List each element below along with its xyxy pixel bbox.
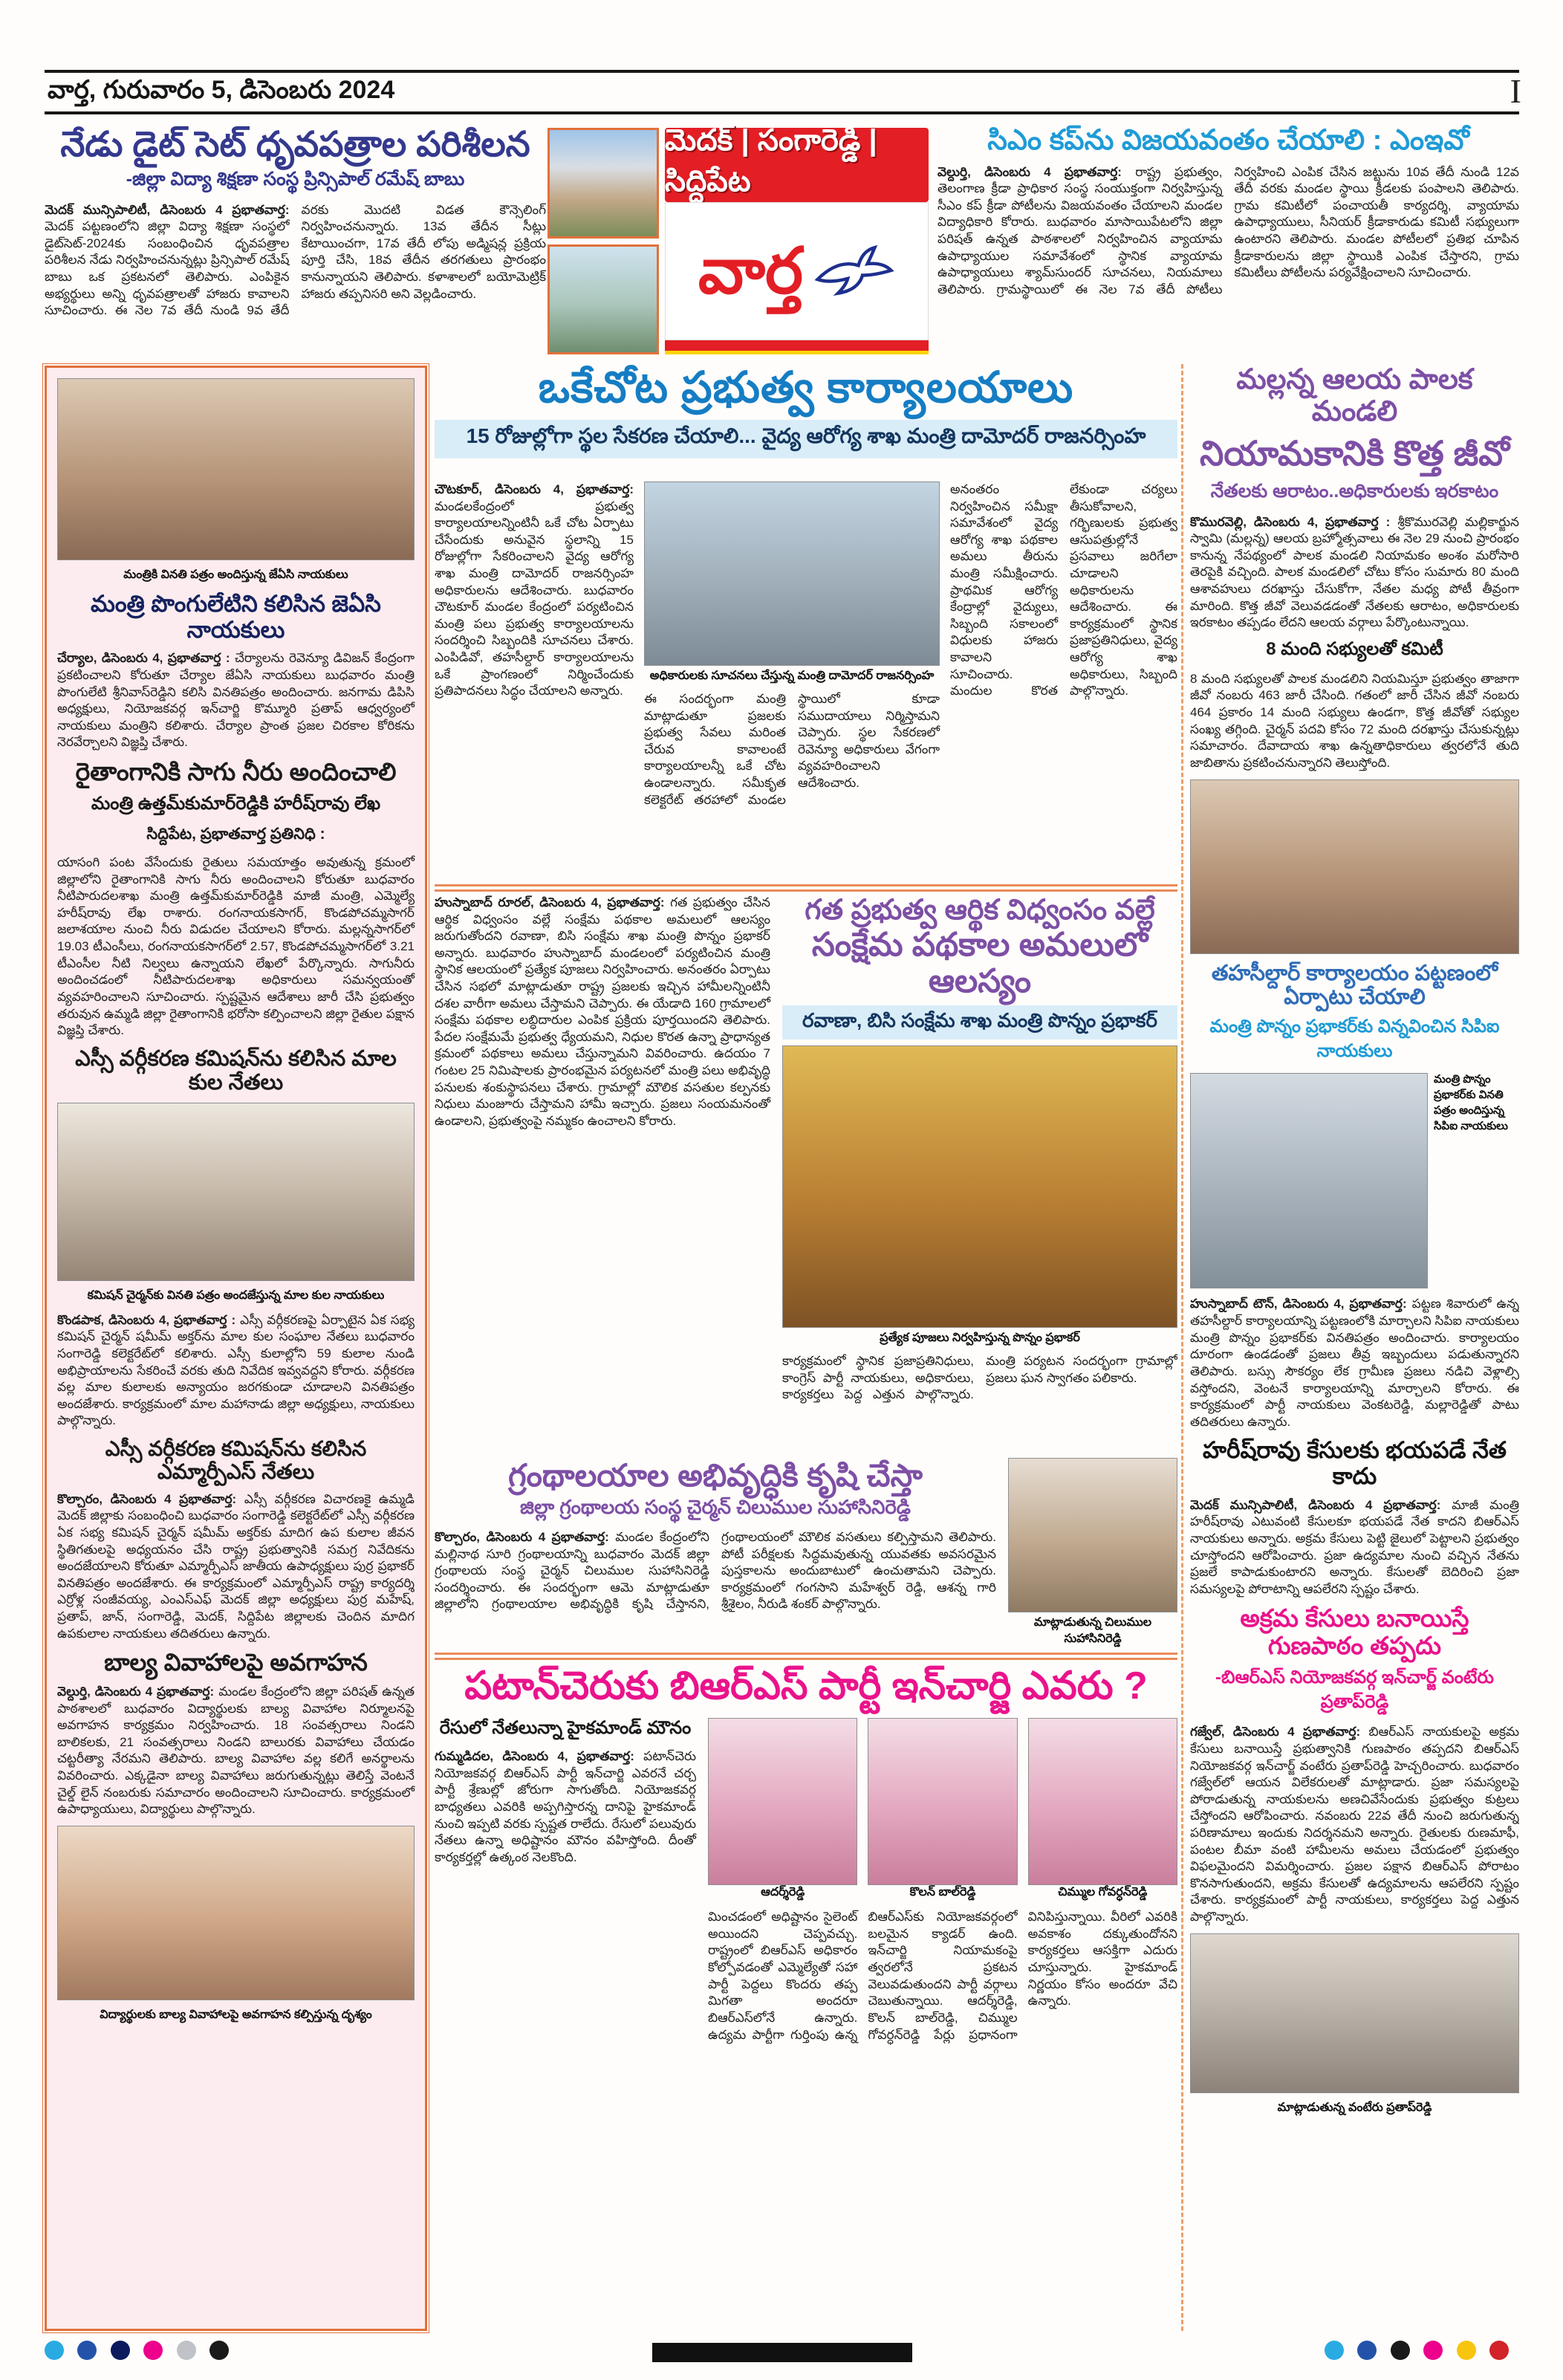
- article-mallanna-subhead: నేతలకు ఆరాటం..అధికారులకు ఇరకాటం: [1210, 480, 1499, 502]
- article-cases-headline: అక్రమ కేసులు బనాయిస్తే గుణపాఠం తప్పదు: [1240, 1604, 1469, 1660]
- dove-icon: [813, 241, 895, 301]
- article-water-subhead2: సిద్దిపేట, ప్రభాతవార్త ప్రతినిధి :: [146, 826, 325, 843]
- article-tahsildar-dateline: హుస్నాబాద్ టౌన్, డిసెంబరు 4, ప్రభాతవార్త:: [1190, 1297, 1407, 1311]
- page-number: I: [1510, 72, 1521, 110]
- color-dot-gray: [177, 2341, 196, 2360]
- article-mallanna-headline-1: మల్లన్న ఆలయ పాలక మండలి: [1236, 364, 1473, 427]
- patancheru-candidate-3: [1028, 1718, 1177, 1901]
- article-welfare-dateline: హుస్నాబాద్ రూరల్, డిసెంబరు 4, ప్రభాతవార్త:: [435, 895, 665, 909]
- article-cases-dateline: గజ్వేల్, డిసెంబరు 4 ప్రభాతవార్త:: [1190, 1725, 1361, 1739]
- article-mrps-headline: ఎస్సీ వర్గీకరణ కమిషన్‌ను కలిసిన ఎమ్మార్పీఎస్ నేతలు: [105, 1436, 367, 1484]
- patancheru-candidate-1: [708, 1718, 857, 1901]
- footer-black-bar: [652, 2343, 912, 2362]
- caption-child: విద్యార్థులకు బాల్య వివాహాలపై అవగాహన కల్పిస్తున్న దృశ్యం: [100, 2008, 372, 2021]
- photo-minister-officials: [644, 481, 940, 666]
- tahsildar-photo-row: [1190, 1073, 1519, 1288]
- article-cmcup-headline: సిఎం కప్‌ను విజయవంతం చేయాలి : ఎంఇవో: [987, 125, 1469, 156]
- article-child-body-text: మండల కేంద్రంలోని జిల్లా పరిషత్ ఉన్నత పాఠశాలలో బుధవారం విద్యార్థులకు బాల్య వివాహాల నిర్మూలనపై అవగాహన కార్యక్రమం నిర్వహించారు. 18 సంవత్సరాలు నిండని బాలికలకు, 21 సంవత్సరాలు నిండని బాలురకు వివాహాలు చేయడం చట్టరీత్యా నేరమని తెలిపారు. బాల్య వివాహాల వల్ల కలిగే అనర్థాలను వివరించారు. ఎక్కడైనా బాల్య వివాహాలు జరుగుతున్నట్లు తెలిస్తే వెంటనే చైల్డ్ లైన్ నంబరుకు సమాచారం అందించాలని సూచించారు. కార్యక్రమంలో ఉపాధ్యాయులు, విద్యార్థులు పాల్గొన్నారు.: [57, 1684, 415, 1817]
- article-onespot-col1: [435, 481, 634, 881]
- masthead-yellow-bar: [665, 351, 929, 354]
- article-library: [435, 1458, 1177, 1648]
- article-patancheru-headline: పటాన్‌చెరుకు బిఆర్ఎస్ పార్టీ ఇన్‌చార్జి ఎవరు ?: [464, 1664, 1148, 1708]
- article-welfare-body-left: గత ప్రభుత్వం చేసిన ఆర్థిక విధ్వంసం వల్లే సంక్షేమ పథకాల అమలులో ఆలస్యం జరుగుతోందని రవాణా, బిసి సంక్షేమ శాఖ మంత్రి పొన్నం ప్రభాకర్ అన్నారు. బుధవారం హుస్నాబాద్ మండలంలో పర్యటించిన మంత్రి స్థానిక ఆలయంలో ప్రత్యేక పూజలు నిర్వహించారు. అనంతరం ఏర్పాటు చేసిన సభలో మాట్లాడుతూ రాష్ట్ర ప్రజలకు ఇచ్చిన హామీలన్నింటినీ దశల వారీగా అమలు చేస్తామని చెప్పారు. ఈ యేడాది 160 గ్రామాలలో సంక్షేమ పథకాల లబ్ధిదారుల ఎంపిక ప్రక్రియ పూర్తయిందని తెలిపారు. పేదల సంక్షేమమే ప్రభుత్వ ధ్యేయమని, నిధుల కొరత ఉన్నా ప్రాధాన్యత క్రమంలో పథకాలు అమలు చేస్తున్నామని వివరించారు. ఉదయం 7 గంటల 25 నిమిషాలకు ప్రారంభమైన పర్యటనలో మంత్రి పలు అభివృద్ధి పనులకు శంకుస్థాపనలు చేశారు. గ్రామాల్లో మౌలిక వసతుల కల్పనకు నిధులు మంజూరు చేస్తామని హామీ ఇచ్చారు. ప్రజలు సంయమనంతో ఉండాలని, ప్రభుత్వంపై నమ్మకం ఉంచాలని కోరారు.: [435, 895, 770, 1128]
- right-column: [1190, 364, 1519, 2331]
- article-diet-headline: నేడు డైట్ సెట్ ధృవపత్రాల పరిశీలన: [60, 125, 530, 163]
- article-patancheru-left: [435, 1718, 696, 2320]
- photo-cpi-leaders: [1190, 1073, 1428, 1288]
- article-water-body: యాసంగి పంట వేసేందుకు రైతులు సమయాత్తం అవుతున్న క్రమంలో జిల్లాలోని రైతాంగానికి సాగు నీరు అందించాలని కోరుతూ బుధవారం నీటిపారుదలశాఖ మంత్రి ఉత్తమ్‌కుమార్‌రెడ్డికి మాజీ మంత్రి, ఎమ్మెల్యే హరీష్‌రావు లేఖ రాశారు. రంగనాయకసాగర్, కొండపోచమ్మసాగర్ జలాశయాల నుంచి నీరు విడుదల చేయాలని కోరారు. మల్లన్నసాగర్‌లో 19.03 టీఎంసీలు, రంగనాయకసాగర్‌లో 2.57, కొండపోచమ్మసాగర్‌లో 3.21 టీఎంసీల నీటి నిల్వలు ఉన్నాయని లేఖలో పేర్కొన్నారు. సాగునీరు అందించడంలో నీటిపారుదలశాఖ అధికారులు సమన్వయంతో వ్యవహరించాలని సూచించారు. స్పష్టమైన ఆదేశాలు జారీ చేసి ప్రభుత్వం తరువున ఉమ్మడి జిల్లా రైతాంగానికి భరోసా కల్పించాలని జిల్లా రైతుల పక్షాన విజ్ఞప్తి చేశారు.: [57, 855, 415, 1038]
- article-mrps-body-text: ఎస్సీ వర్గీకరణ విచారణకై ఉమ్మడి మెదక్ జిల్లాకు సంబంధించి బుధవారం సంగారెడ్డి కలెక్టరేట్‌లో ఎస్సీ వర్గీకరణ ఏక సభ్య కమిషన్ చైర్మన్ షమీమ్ అక్తర్‌కు మాదిగ ఉప కులాల జీవన స్థితిగతులపై అధ్యయనం చేసి రాష్ట్ర ప్రభుత్వానికి సమగ్ర నివేదికను అందజేయాలని కోరుతూ ఎమ్మార్పీఎస్ జాతీయ ఉపాధ్యక్షులు పుర్ర ప్రభాకర్ వినతిపత్రం అందజేశారు. ఈ కార్యక్రమంలో ఎమ్మార్పీఎస్ రాష్ట్ర కార్యదర్శి ఎర్రోళ్ల సంజీవయ్య, ఎంఎస్ఎఫ్ మెదక్ జిల్లా అధ్యక్షులు పుర్ర మహేష్, ప్రతాప్, జాన్, సంగారెడ్డి, మెదక్, సిద్దిపేట జిల్లాలకు చెందిన మాదిగ ఉపకులాల నాయకులు తదితరులు ఉన్నారు.: [57, 1491, 415, 1641]
- article-child-dateline: వెల్దుర్తి, డిసెంబరు 4 ప్రభాతవార్త:: [57, 1684, 215, 1699]
- article-patancheru-body-left: [435, 1748, 696, 1866]
- article-welfare-right: [782, 895, 1177, 1453]
- patancheru-candidate-2: [868, 1718, 1017, 1901]
- caption-onespot: అధికారులకు సూచనలు చేస్తున్న మంత్రి దామోదర్ రాజనర్సింహ: [649, 669, 935, 682]
- caption-mala: కమిషన్ చైర్మన్‌కు వినతి పత్రం అందజేస్తున్న మాల కుల నాయకులు: [87, 1288, 385, 1302]
- article-library-main: [435, 1458, 996, 1648]
- article-jac-body-text: చేర్యాలను రెవెన్యూ డివిజన్ కేంద్రంగా ప్రకటించాలని కోరుతూ చేర్యాల జేఏసి నాయకులు బుధవారం మంత్రి పొంగులేటి శ్రీనివాస్‌రెడ్డిని కలిసి వినతిపత్రం అందించారు. జనగామ డిపిసి అధ్యక్షులు, నియోజకవర్గ ఇన్‌చార్జి కొమ్మూరి ప్రతాప్ ఆధ్వర్యంలో నాయకులు మంత్రిని కలిశారు. చేర్యాల ప్రాంత ప్రజల చిరకాల కోరికను నెరవేర్చాలని విజ్ఞప్తి చేశారు.: [57, 651, 415, 750]
- article-cmcup-body: [938, 164, 1519, 299]
- color-dot-navy: [111, 2341, 130, 2360]
- article-onespot-headline: ఒకేచోట ప్రభుత్వ కార్యాలయాలు: [538, 363, 1074, 412]
- article-onespot-photo-col: [644, 481, 940, 881]
- article-patancheru-dateline: గుమ్మడిదల, డిసెంబరు 4, ప్రభాతవార్త:: [435, 1749, 634, 1764]
- article-onespot-body1: మండలకేంద్రంలో ప్రభుత్వ కార్యాలయాలన్నింటినీ ఒకే చోట ఏర్పాటు చేసేందుకు అనువైన స్థలాన్ని 15 రోజుల్లోగా సేకరించాలని వైద్య ఆరోగ్య శాఖ మంత్రి దామోదర్ రాజనర్సింహ అధికారులను ఆదేశించారు. బుధవారం చౌటకూర్ మండల కేంద్రంలో పర్యటించిన మంత్రి పలు ప్రభుత్వ కార్యాలయాలను సందర్శించి సిబ్బందికి సూచనలు చేశారు. ఎంపిడివో, తహసీల్దార్ కార్యాలయాలను ఒకే ప్రాంగణంలో నిర్మించేందుకు ప్రతిపాదనలు సిద్ధం చేయాలని అన్నారు.: [435, 499, 634, 698]
- photo-candidate-1: [708, 1718, 857, 1885]
- article-welfare-headline-1: గత ప్రభుత్వ ఆర్థిక విధ్వంసం వల్లే: [805, 895, 1155, 926]
- caption-welfare: ప్రత్యేక పూజలు నిర్వహిస్తున్న పొన్నం ప్రభాకర్: [880, 1332, 1080, 1345]
- article-diet-subhead: -జిల్లా విద్యా శిక్షణా సంస్థ ప్రిన్సిపాల్ రమేష్ బాబు: [126, 168, 465, 189]
- article-cmcup: [938, 125, 1519, 357]
- article-jac-headline: మంత్రి పొంగులేటిని కలిసిన జెఏసి నాయకులు: [91, 591, 381, 643]
- article-library-body-text: మండల కేంద్రంలోని మల్లినాథ సూరి గ్రంథాలయాన్ని బుధవారం మెదక్ జిల్లా గ్రంథాలయ సంస్థ చైర్మన్ చిలుముల సుహాసినిరెడ్డి సందర్శించారు. ఈ సందర్భంగా ఆమె మాట్లాడుతూ జిల్లాలోని గ్రంథాలయాల అభివృద్ధికి కృషి చేస్తానని, గ్రంథాలయంలో మౌలిక వసతులు కల్పిస్తామని తెలిపారు. పోటీ పరీక్షలకు సిద్ధమవుతున్న యువతకు అవసరమైన పుస్తకాలను అందుబాటులో ఉంచుతామని చెప్పారు. కార్యక్రమంలో గంగసాని మహేశ్వర్ రెడ్డి, ఆశన్న గారి శ్రీశైలం, నీరుడి శంకర్ పాల్గొన్నారు.: [435, 1530, 996, 1612]
- footer-strip: [45, 2341, 1519, 2364]
- divider-orange-1: [435, 884, 1177, 892]
- article-welfare-body-right: కార్యక్రమంలో స్థానిక ప్రజాప్రతినిధులు, కాంగ్రెస్ పార్టీ నాయకులు, అధికారులు, కార్యకర్తలు పెద్ద ఎత్తున పాల్గొన్నారు. మంత్రి పర్యటన సందర్భంగా గ్రామాల్లో ప్రజలు ఘన స్వాగతం పలికారు.: [782, 1354, 1177, 1402]
- footer-dots-right: [1325, 2341, 1519, 2364]
- article-onespot-subbar: 15 రోజుల్లోగా స్థల సేకరణ చేయాలి... వైద్య ఆరోగ్య శాఖ మంత్రి దామోదర్ రాజనర్సింహ: [435, 420, 1177, 458]
- article-harish-dateline: మెదక్ మున్సిపాలిటీ, డిసెంబరు 4 ప్రభాతవార్త:: [1190, 1497, 1441, 1512]
- article-mallanna-body1: [1190, 514, 1519, 632]
- article-diet-body-text: మెదక్ పట్టణంలోని జిల్లా విద్యా శిక్షణా సంస్థలో డైట్‌సెట్-2024కు సంబంధించిన ధృవపత్రాల పరిశీలన నేడు నిర్వహించనున్నట్లు ప్రిన్సిపాల్ రమేష్ బాబు ఒక ప్రకటనలో తెలిపారు. ఎంపికైన అభ్యర్థులు అన్ని ధృవపత్రాలతో హాజరు కావాలని సూచించారు. ఈ నెల 7వ తేదీ నుండి 9వ తేదీ వరకు మొదటి విడత కౌన్సెలింగ్ నిర్వహించనున్నారు. 13వ తేదీన సీట్లు కేటాయించగా, 17వ తేదీ లోపు అడ్మిషన్ల ప్రక్రియ పూర్తి చేసి, 18వ తేదీన తరగతులు ప్రారంభం కానున్నాయని తెలిపారు. కళాశాలలో బయోమెట్రిక్ హాజరు తప్పనిసరి అని వెల్లడించారు.: [45, 202, 546, 318]
- article-cases-body-text: బిఆర్ఎస్ నాయకులపై అక్రమ కేసులు బనాయిస్తే ప్రభుత్వానికి గుణపాఠం తప్పదని బిఆర్ఎస్ నియోజకవర్గ ఇన్‌చార్జ్ వంటేరు ప్రతాప్‌రెడ్డి హెచ్చరించారు. బుధవారం గజ్వేల్‌లో ఆయన విలేకరులతో మాట్లాడారు. ప్రజా సమస్యలపై పోరాడుతున్న నాయకులను అణచివేసేందుకు ప్రభుత్వం కుట్రలు చేస్తోందని ఆరోపించారు. నవంబరు 22వ తేదీ నుంచి జరుగుతున్న పరిణామాలు ఇందుకు నిదర్శనమని అన్నారు. రైతులకు రుణమాఫీ, పంటల బీమా వంటి హామీలను అమలు చేయడంలో ప్రభుత్వం విఫలమైందని విమర్శించారు. ప్రజల పక్షాన బిఆర్ఎస్ పోరాటం కొనసాగుతుందని, అక్రమ కేసులతో ఉద్యమాలను ఆపలేరని స్పష్టం చేశారు. కార్యక్రమంలో పార్టీ నాయకులు, కార్యకర్తలు పెద్ద ఎత్తున పాల్గొన్నారు.: [1190, 1725, 1519, 1925]
- article-patancheru: [435, 1664, 1177, 2329]
- article-tahsildar-headline: తహసీల్దార్ కార్యాలయం పట్టణంలో ఏర్పాటు చేయాలి: [1211, 961, 1498, 1009]
- masthead-temple-photo: [547, 128, 659, 239]
- article-mallanna-body2: 8 మంది సభ్యులతో పాలక మండలిని నియమిస్తూ ప్రభుత్వం తాజాగా జీవో నంబరు 463 జారీ చేసింది. గతంలో జారీ చేసిన జీవో నంబరు 464 ప్రకారం 14 మంది సభ్యులు ఉండగా, కొత్త జీవోతో సభ్యుల సంఖ్య తగ్గింది. చైర్మన్ పదవి కోసం 72 మంది దరఖాస్తు చేసుకున్నట్లు సమాచారం. దేవాదాయ శాఖ ఉన్నతాధికారులు త్వరలోనే తుది జాబితాను ప్రకటించనున్నారని తెలుస్తోంది.: [1190, 671, 1519, 770]
- caption-library: మాట్లాడుతున్న చిలుముల సుహాసినిరెడ్డి: [1033, 1616, 1152, 1645]
- article-tahsildar-subhead: మంత్రి పొన్నం ప్రభాకర్‌కు విన్నవించిన సిపిఐ నాయకులు: [1209, 1016, 1500, 1062]
- article-patancheru-right: [708, 1718, 1177, 2320]
- article-patancheru-subhead: రేసులో నేతలున్నా హైకమాండ్ మౌనం: [439, 1718, 692, 1739]
- photo-candidate-3: [1028, 1718, 1177, 1885]
- article-onespot-col3: అనంతరం నిర్వహించిన సమీక్షా సమావేశంలో వైద్య ఆరోగ్య శాఖ పథకాల అమలు తీరును మంత్రి సమీక్షించారు. ప్రాథమిక ఆరోగ్య కేంద్రాల్లో వైద్యులు, సిబ్బంది సకాలంలో విధులకు హాజరు కావాలని సూచించారు. మందుల కొరత లేకుండా చర్యలు తీసుకోవాలని, గర్భిణులకు ప్రభుత్వ ఆసుపత్రుల్లోనే ప్రసవాలు జరిగేలా చూడాలని అధికారులను ఆదేశించారు. ఈ కార్యక్రమంలో స్థానిక ప్రజాప్రతినిధులు, వైద్య ఆరోగ్య శాఖ అధికారులు, సిబ్బంది పాల్గొన్నారు.: [950, 482, 1177, 698]
- color-dot-blue-2: [1357, 2341, 1377, 2360]
- article-harish-body-text: మాజీ మంత్రి హరీష్‌రావు ఎటువంటి కేసులకూ భయపడే నేత కాదని బిఆర్ఎస్ నాయకులు అన్నారు. అక్రమ కేసులు పెట్టి జైలులో పెట్టాలని ప్రభుత్వం చూస్తోందని ఆరోపించారు. ప్రజా ఉద్యమాల నుంచి వచ్చిన నేతను ప్రజలే కాపాడుకుంటారని అన్నారు. కేసులతో బెదిరించి ప్రజా సమస్యలపై పోరాటాన్ని ఆపలేరని స్పష్టం చేశారు.: [1190, 1497, 1519, 1596]
- divider-orange-2: [435, 1653, 1177, 1660]
- masthead-red-bar: [665, 340, 929, 351]
- patancheru-photo-row: [708, 1718, 1177, 1901]
- article-library-subhead: జిల్లా గ్రంథాలయ సంస్థ చైర్మన్ చిలుముల సుహాసినిరెడ్డి: [519, 1496, 912, 1519]
- photo-child-awareness: [57, 1826, 415, 2000]
- article-water-subhead1: మంత్రి ఉత్తమ్‌కుమార్‌రెడ్డికి హరీష్‌రావు లేఖ: [91, 794, 381, 814]
- article-mala-dateline: కొండపాక, డిసెంబరు 4, ప్రభాతవార్త :: [57, 1312, 236, 1327]
- article-library-body: [435, 1529, 996, 1648]
- article-mala-body-text: ఎస్సీ వర్గీకరణపై ఏర్పాటైన ఏక సభ్య కమిషన్ చైర్మన్ షమీమ్ అక్తర్‌ను మాల కుల సంఘాల నేతలు బుధవారం సంగారెడ్డి కలెక్టరేట్‌లో కలిశారు. ఎస్సీ కులాల్లోని 59 కులాల నుండి అభిప్రాయాలను సేకరించే వరకు తుది నివేదిక ఇవ్వవద్దని కోరారు. వర్గీకరణ వల్ల మాల కులాలకు అన్యాయం జరగకుండా చూడాలని వినతిపత్రం అందజేశారు. కార్యక్రమంలో మాల మహానాడు జిల్లా అధ్యక్షులు, నాయకులు పాల్గొన్నారు.: [57, 1312, 415, 1428]
- article-welfare: [435, 895, 1177, 1453]
- header-top-rule: [45, 70, 1519, 73]
- candidate-name-2: కొలన్ బాల్‌రెడ్డి: [909, 1886, 976, 1899]
- article-welfare-left: [435, 895, 770, 1453]
- divider-dashed-vertical: [1181, 364, 1183, 2331]
- article-library-photo-col: [1008, 1458, 1177, 1648]
- article-onespot-dateline: చౌటకూర్, డిసెంబరు 4, ప్రభాతవార్త:: [435, 482, 634, 496]
- photo-library-chairman: [1008, 1458, 1177, 1612]
- header-bottom-rule: [45, 111, 1519, 114]
- photo-pooja: [782, 1045, 1177, 1328]
- article-cases-body: [1190, 1724, 1519, 1925]
- article-onespot-body2: ఈ సందర్భంగా మంత్రి మాట్లాడుతూ ప్రజలకు ప్రభుత్వ సేవలు మరింత చేరువ కావాలంటే కార్యాలయాలన్నీ ఒకే చోట ఉండాలన్నారు. సమీకృత కలెక్టరేట్ తరహాలో మండల స్థాయిలో కూడా సముదాయాలు నిర్మిస్తామని చెప్పారు. స్థల సేకరణలో రెవెన్యూ అధికారులు వేగంగా వ్యవహరించాలని ఆదేశించారు.: [644, 692, 940, 807]
- caption-tahsildar: మంత్రి పొన్నం ప్రభాకర్‌కు వినతి పత్రం అందిస్తున్న సిపిఐ నాయకులు: [1434, 1073, 1508, 1133]
- color-dot-magenta: [143, 2341, 163, 2360]
- article-child-headline: బాల్య వివాహాలపై అవగాహన: [104, 1649, 368, 1676]
- color-dot-blue: [77, 2341, 97, 2360]
- masthead: [547, 124, 929, 354]
- color-dot-yellow-2: [1457, 2341, 1476, 2360]
- caption-jac: మంత్రికి వినతి పత్రం అందిస్తున్న జేఏసి నాయకులు: [123, 568, 348, 581]
- article-mallanna-subhead2: 8 మంది సభ్యులతో కమిటీ: [1266, 638, 1443, 659]
- article-onespot-head: [435, 364, 1177, 458]
- article-patancheru-body-left-text: పటాన్‌చెరు నియోజకవర్గ బిఆర్ఎస్ పార్టీ ఇన్‌చార్జి ఎవరనే చర్చ పార్టీ శ్రేణుల్లో జోరుగా సాగుతోంది. నియోజకవర్గ బాధ్యతలు ఎవరికి అప్పగిస్తారన్న దానిపై హైకమాండ్ నుంచి ఇప్పటి వరకు స్పష్టత రాలేదు. రేసులో పలువురు నేతలు ఉన్నా అధిష్టానం మౌనం వహిస్తోంది. దీంతో కార్యకర్తల్లో ఉత్కంఠ నెలకొంది.: [435, 1749, 696, 1864]
- left-column: [45, 366, 427, 2331]
- article-cmcup-dateline: వెల్దుర్తి, డిసెంబరు 4 ప్రభాతవార్త:: [938, 164, 1122, 179]
- color-dot-black-2: [1391, 2341, 1410, 2360]
- article-diet: [45, 125, 546, 357]
- color-dot-black: [209, 2341, 229, 2360]
- photo-pressmeet: [1190, 1933, 1519, 2093]
- candidate-name-3: చిమ్ముల గోవర్ధన్‌రెడ్డి: [1058, 1886, 1148, 1899]
- footer-dots-left: [45, 2341, 239, 2364]
- article-jac-dateline: చేర్యాల, డిసెంబరు 4, ప్రభాతవార్త :: [57, 651, 230, 666]
- article-tahsildar-body-text: పట్టణ శివారులో ఉన్న తహసీల్దార్ కార్యాలయాన్ని పట్టణంలోకి మార్చాలని సిపిఐ నాయకులు మంత్రి పొన్నం ప్రభాకర్‌కు వినతిపత్రం అందించారు. కార్యాలయం దూరంగా ఉండడంతో ప్రజలు తీవ్ర ఇబ్బందులు పడుతున్నారని తెలిపారు. బస్సు సౌకర్యం లేక గ్రామీణ ప్రజలు నడిచి వెళ్లాల్సి వస్తోందని, వెంటనే కార్యాలయాన్ని మార్చాలని కోరారు. ఈ కార్యక్రమంలో పార్టీ నాయకులు వెంకటరెడ్డి, మల్లారెడ్డితో పాటు తదితరులు ఉన్నారు.: [1190, 1297, 1519, 1429]
- article-library-dateline: కొల్చారం, డిసెంబరు 4 ప్రభాతవార్త:: [435, 1530, 609, 1545]
- article-mallanna-dateline: కొమురవెల్లి, డిసెంబరు 4, ప్రభాతవార్త :: [1190, 514, 1391, 529]
- article-cases-subhead: -బిఆర్ఎస్ నియోజకవర్గ ఇన్‌చార్జ్ వంటేరు ప్రతాప్‌రెడ్డి: [1215, 1667, 1494, 1713]
- edition-dateline: వార్త, గురువారం 5, డిసెంబరు 2024: [48, 76, 395, 104]
- article-harish-body: [1190, 1497, 1519, 1598]
- article-diet-body: [45, 202, 546, 320]
- article-welfare-subbar: రవాణా, బిసి సంక్షేమ శాఖ మంత్రి పొన్నం ప్రభాకర్: [782, 1005, 1177, 1040]
- article-library-headline: గ్రంథాలయాల అభివృద్ధికి కృషి చేస్తా: [508, 1458, 923, 1493]
- masthead-districts-banner: మెదక్ | సంగారెడ్డి | సిద్దిపేట: [665, 128, 929, 202]
- photo-jac-leaders: [57, 378, 415, 560]
- article-jac-body: [57, 650, 415, 751]
- article-mrps-dateline: కొల్చారం, డిసెంబరు 4 ప్రభాతవార్త:: [57, 1491, 237, 1506]
- color-dot-magenta-2: [1423, 2341, 1443, 2360]
- photo-candidate-2: [868, 1718, 1017, 1885]
- article-tahsildar-body: [1190, 1296, 1519, 1430]
- photo-mala-meeting: [57, 1103, 415, 1281]
- article-child-body: [57, 1684, 415, 1818]
- article-onespot-body-band: [435, 481, 1177, 881]
- caption-cases: మాట్లాడుతున్న వంటేరు ప్రతాప్‌రెడ్డి: [1277, 2101, 1432, 2114]
- article-patancheru-body-bottom: మించడంలో అధిష్టానం సైలెంట్ అయిందని చెప్పవచ్చు. రాష్ట్రంలో బిఆర్ఎస్ అధికారం కోల్పోవడంతో ఎమ్మెల్యేతో సహా పార్టీ పెద్దలు కొందరు తప్ప మిగతా అందరూ బిఆర్ఎస్‌లోనే ఉన్నారు. ఉద్యమ పార్టీగా గుర్తింపు ఉన్న బిఆర్ఎస్‌కు నియోజకవర్గంలో బలమైన క్యాడర్ ఉంది. ఇన్‌చార్జి నియామకంపై త్వరలోనే ప్రకటన వెలువడుతుందని పార్టీ వర్గాలు చెబుతున్నాయి. ఆదర్శ్‌రెడ్డి, కొలన్ బాల్‌రెడ్డి, చిమ్ముల గోవర్ధన్‌రెడ్డి పేర్లు ప్రధానంగా వినిపిస్తున్నాయి. వీరిలో ఎవరికి అవకాశం దక్కుతుందోనని కార్యకర్తలు ఆసక్తిగా ఎదురు చూస్తున్నారు. హైకమాండ్ నిర్ణయం కోసం అందరూ వేచి ఉన్నారు.: [708, 1910, 1177, 2042]
- article-mallanna-headline-2: నియామకానికి కొత్త జీవో: [1200, 434, 1510, 473]
- article-welfare-headline-2: సంక్షేమ పథకాల అమలులో ఆలస్యం: [811, 926, 1148, 999]
- masthead-scenery-photo: [547, 244, 659, 355]
- article-harish-headline: హరీష్‌రావు కేసులకు భయపడే నేత కాదు: [1203, 1437, 1507, 1490]
- color-dot-cyan: [45, 2341, 64, 2360]
- candidate-name-1: ఆదర్శ్‌రెడ్డి: [761, 1886, 805, 1899]
- article-mala-headline: ఎస్సీ వర్గీకరణ కమిషన్‌ను కలిసిన మాల కుల నేతలు: [75, 1046, 397, 1095]
- article-water-headline: రైతాంగానికి సాగు నీరు అందించాలి: [75, 758, 397, 786]
- masthead-logo-text: వార్త: [698, 236, 804, 307]
- article-cmcup-body-text: రాష్ట్ర ప్రభుత్వం, తెలంగాణ క్రీడా ప్రాధికార సంస్థ సంయుక్తంగా నిర్వహిస్తున్న సీఎం కప్ క్రీడా పోటీలను విజయవంతం చేయాలని మండల విద్యాధికారి కోరారు. బుధవారం మాసాయిపేటలోని జిల్లా పరిషత్ ఉన్నత పాఠశాలలో నిర్వహించిన వ్యాయామ ఉపాధ్యాయుల సమావేశంలో స్థానిక వ్యాయామ ఉపాధ్యాయులు శ్యామ్‌సుందర్ సూచనలు, నియమాలు తెలిపారు. గ్రామస్థాయిలో ఈ నెల 7వ తేదీ పోటీలు నిర్వహించి ఎంపిక చేసిన జట్టును 10వ తేదీ నుండి 12వ తేదీ వరకు మండల స్థాయి క్రీడలకు పంపాలని తెలిపారు. గ్రామ కమిటీలో పంచాయతీ కార్యదర్శి, వ్యాయామ ఉపాధ్యాయులు, సీనియర్ క్రీడాకారుడు కమిటీ సభ్యులుగా ఉంటారని తెలిపారు. మండల పోటీలలో ప్రతిభ చూపిన క్రీడాకారులను జిల్లా స్థాయికి ఎంపిక చేస్తారని, గ్రామ కమిటీలు పోటీలను పర్యవేక్షించాలని సూచించారు.: [938, 164, 1519, 296]
- article-mrps-body: [57, 1491, 415, 1642]
- color-dot-cyan-2: [1325, 2341, 1344, 2360]
- article-mala-body: [57, 1312, 415, 1430]
- color-dot-red-2: [1489, 2341, 1509, 2360]
- article-mallanna-body1-text: శ్రీకొమురవెల్లి మల్లికార్జున స్వామి (మల్లన్న) ఆలయ బ్రహ్మోత్సవాలు ఈ నెల 29 నుంచి ప్రారంభం కానున్న నేపథ్యంలో పాలక మండలి నియామకం అంశం మరోసారి తెరపైకి వచ్చింది. పాలక మండలిలో చోటు కోసం సుమారు 80 మంది ఆశావహులు దరఖాస్తు చేసుకోగా, నేతల మధ్య పోటీ తీవ్రంగా మారింది. కొత్త జీవో వెలువడడంతో నేతలకు ఆరాటం, అధికారులకు ఇరకాటం తప్పడం లేదని ఆలయ వర్గాలు పేర్కొంటున్నాయి.: [1190, 514, 1519, 630]
- photo-mallanna-temple: [1190, 779, 1519, 954]
- article-diet-dateline: మెదక్ మున్సిపాలిటీ, డిసెంబరు 4 ప్రభాతవార్త:: [45, 202, 290, 217]
